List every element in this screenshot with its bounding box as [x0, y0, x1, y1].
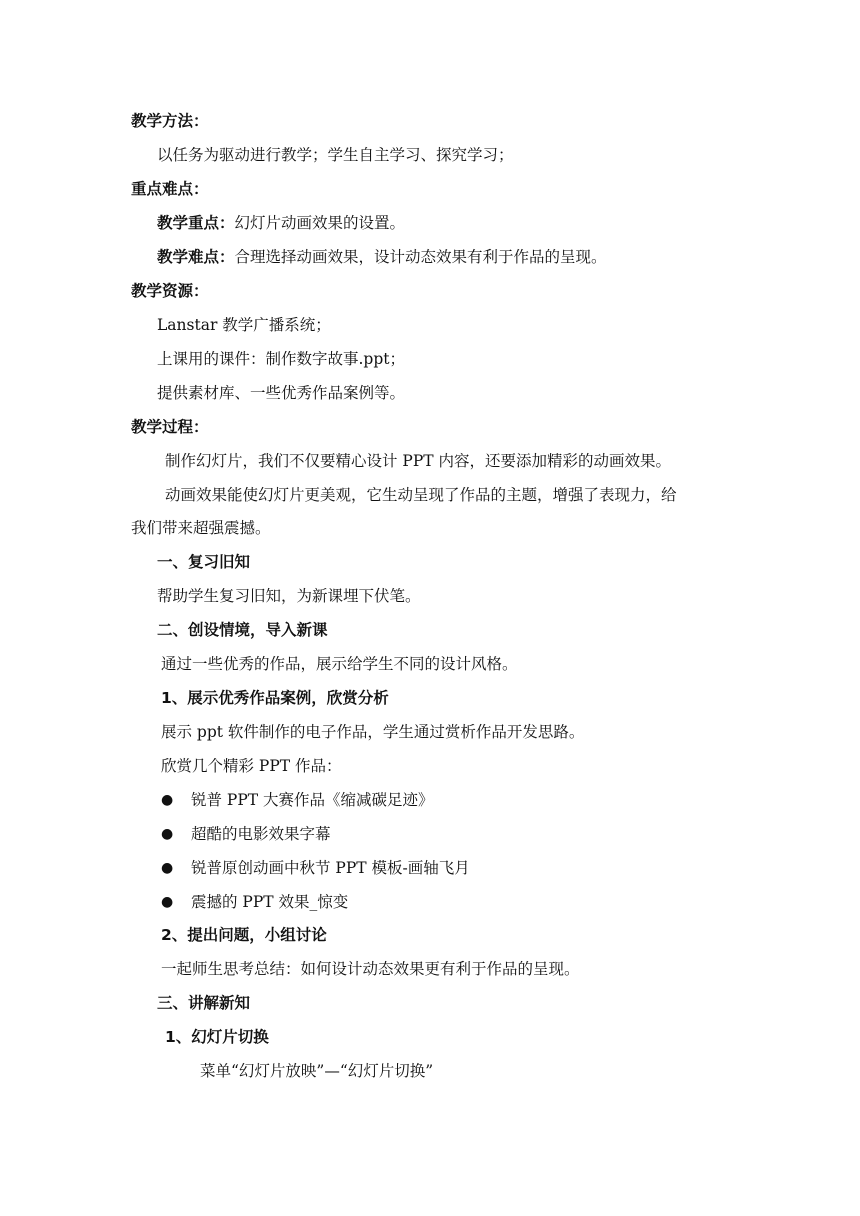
- subsection-1-text: 展示 ppt 软件制作的电子作品，学生通过赏析作品开发思路。: [161, 723, 585, 741]
- bullet-icon: ●: [161, 792, 174, 808]
- focus-label: 教学重点：: [157, 214, 235, 232]
- work-item: 超酷的电影效果字幕: [191, 825, 331, 843]
- method-text: 以任务为驱动进行教学；学生自主学习、探究学习；: [157, 146, 514, 164]
- intro-paragraph-2-line-2: 我们带来超强震撼。: [131, 519, 271, 537]
- resource-item: 提供素材库、一些优秀作品案例等。: [157, 384, 406, 402]
- bullet-icon: ●: [161, 860, 174, 876]
- section-2-heading: 二、创设情境，导入新课: [157, 621, 328, 639]
- bullet-icon: ●: [161, 894, 174, 910]
- process-heading: 教学过程：: [131, 418, 209, 436]
- subsection-3-heading: 1、幻灯片切换: [165, 1028, 269, 1046]
- section-1-heading: 一、复习旧知: [157, 553, 251, 571]
- work-item: 锐普原创动画中秋节 PPT 模板-画轴飞月: [191, 859, 470, 877]
- subsection-1-heading: 1、展示优秀作品案例，欣赏分析: [161, 689, 389, 707]
- section-3-heading: 三、讲解新知: [157, 994, 251, 1012]
- resource-item: Lanstar 教学广播系统；: [157, 316, 331, 334]
- subsection-1-lead: 欣赏几个精彩 PPT 作品：: [161, 757, 342, 775]
- resources-heading: 教学资源：: [131, 282, 209, 300]
- work-item: 锐普 PPT 大赛作品《缩减碳足迹》: [191, 791, 434, 809]
- focus-line: [157, 213, 405, 233]
- difficulty-label: 教学难点：: [157, 248, 235, 266]
- difficulty-line: [157, 247, 607, 267]
- intro-paragraph-2-line-1: 动画效果能使幻灯片更美观，它生动呈现了作品的主题，增强了表现力，给: [165, 486, 677, 504]
- difficulty-text: 合理选择动画效果，设计动态效果有利于作品的呈现。: [234, 248, 607, 266]
- subsection-2-heading: 2、提出问题，小组讨论: [161, 926, 327, 944]
- section-1-text: 帮助学生复习旧知，为新课埋下伏笔。: [157, 587, 421, 605]
- bullet-icon: ●: [161, 826, 174, 842]
- keypoints-heading: 重点难点：: [131, 180, 209, 198]
- resource-item: 上课用的课件：制作数字故事.ppt；: [157, 350, 406, 368]
- section-2-text: 通过一些优秀的作品，展示给学生不同的设计风格。: [161, 655, 518, 673]
- subsection-2-text: 一起师生思考总结：如何设计动态效果更有利于作品的呈现。: [161, 960, 580, 978]
- subsection-3-text: 菜单“幻灯片放映”—“幻灯片切换”: [200, 1062, 434, 1080]
- focus-text: 幻灯片动画效果的设置。: [234, 214, 406, 232]
- work-item: 震撼的 PPT 效果_惊变: [191, 893, 349, 911]
- intro-paragraph-1: 制作幻灯片，我们不仅要精心设计 PPT 内容，还要添加精彩的动画效果。: [165, 452, 672, 470]
- method-heading: 教学方法：: [131, 112, 209, 130]
